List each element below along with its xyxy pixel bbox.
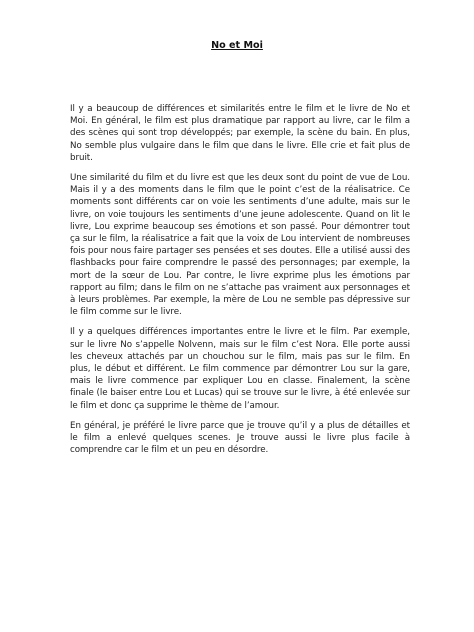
document-title: No et Moi <box>211 40 263 51</box>
paragraph-4: En général, je préféré le livre parce que je trouve qu’il y a plus de détailles et le film a enlevé quelques scenes. Je trouve aussi le livre plus facile à comprendre car le film et un peu en désordre. <box>70 420 410 456</box>
paragraph-1: Il y a beaucoup de différences et similarités entre le film et le livre de No et Moi. En général, le film est plus dramatique par rapport au livre, car le film a des scènes qui sont trop développés; par exemple, la scène du bain. En plus, No semble plus vulgaire dans le film que dans le livre. Elle crie et fait plus de bruit. <box>70 104 410 163</box>
paragraph-2: Une similarité du film et du livre est que les deux sont du point de vue de Lou. Mais il y a des moments dans le film que le point c’est de la réalisatrice. Ce moments sont différents car on voie les sentiments d’une adulte, mais sur le livre, on voie toujours les sentiments d’une jeune adolescente. Quand on lit le livre, Lou exprime beaucoup ses émotions et son passé. Pour démontrer tout ça sur le film, la réalisatrice a fait que la voix de Lou intervient de nombreuses fois pour nous faire partager ses pensées et ses doutes. Elle a utilisé aussi des flashbacks pour faire comprendre le passé des personnages; par exemple, la mort de la sœur de Lou. Par contre, le livre exprime plus les émotions par rapport au film; dans le film on ne s’attache pas vraiment aux personnages et à leurs problèmes. Par exemple, la mère de Lou ne semble pas dépressive sur le film comme sur le livre. <box>70 173 410 318</box>
document-body <box>70 103 410 464</box>
paragraph-3: Il y a quelques différences importantes entre le livre et le film. Par exemple, sur le livre No s’appelle Nolvenn, mais sur le film c’est Nora. Elle porte aussi les cheveux attachés par un chouchou sur le film, mais pas sur le film. En plus, le début et différent. Le film commence par démontrer Lou sur la gare, mais le livre commence par expliquer Lou en classe. Finalement, la scène finale (le baiser entre Lou et Lucas) qui se trouve sur le livre, à été enlevée sur le film et donc ça supprime le thème de l’amour. <box>70 327 410 411</box>
